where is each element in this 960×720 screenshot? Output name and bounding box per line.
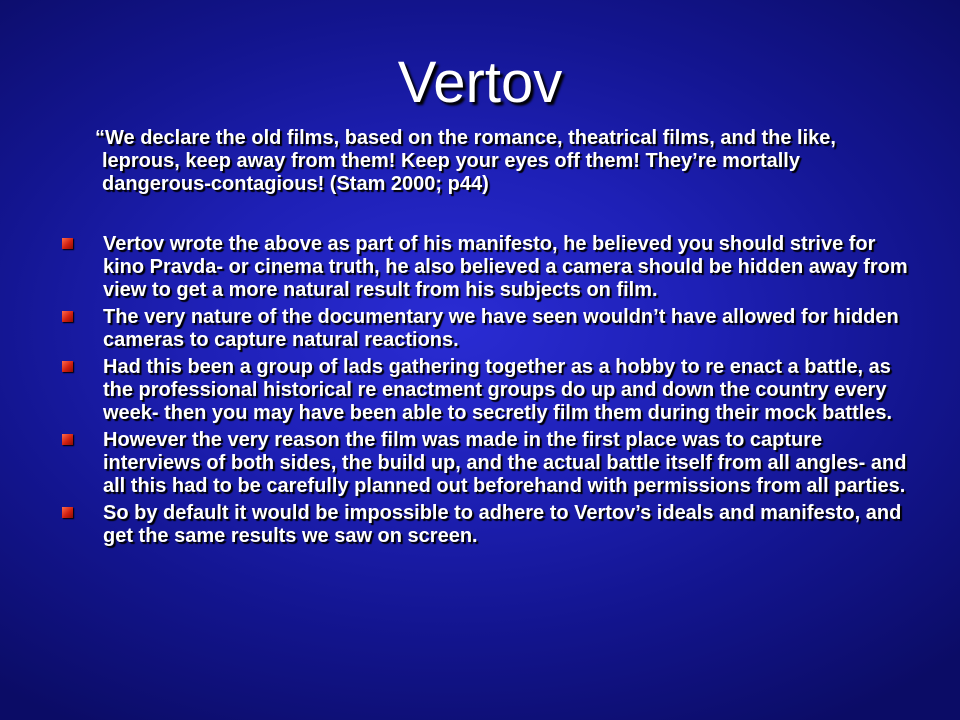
bullet-item [62,429,912,498]
red-square-bullet-icon [62,434,73,445]
bullet-item [62,306,912,352]
bullet-item [62,233,912,302]
red-square-bullet-icon [62,361,73,372]
red-square-bullet-icon [62,311,73,322]
bullet-list [62,233,912,552]
bullet-text: However the very reason the film was made in the first place was to capture interviews of both sides, the build up, and the actual battle itself from all angles- and all this had to be carefully planned out beforehand with permissions from all parties. [103,429,907,497]
red-square-bullet-icon [62,507,73,518]
manifesto-quote: “We declare the old films, based on the romance, theatrical films, and the like, leprous, keep away from them! Keep your eyes off them! They’re mortally dangerous-contagious! (Stam 2000; p44) [95,127,836,195]
bullet-item [62,356,912,425]
bullet-item [62,502,912,548]
bullet-text: Vertov wrote the above as part of his manifesto, he believed you should strive for kino Pravda- or cinema truth, he also believed a camera should be hidden away from view to get a more natural result from his subjects on film. [103,233,908,301]
bullet-text: So by default it would be impossible to adhere to Vertov’s ideals and manifesto, and get the same results we saw on screen. [103,502,902,547]
slide-title: Vertov [397,50,563,115]
bullet-text: Had this been a group of lads gathering together as a hobby to re enact a battle, as the professional historical re enactment groups do up and down the country every week- then you may have been able to secretly film them during their mock battles. [103,356,893,424]
bullet-text: The very nature of the documentary we have seen wouldn’t have allowed for hidden cameras to capture natural reactions. [103,306,899,351]
red-square-bullet-icon [62,238,73,249]
